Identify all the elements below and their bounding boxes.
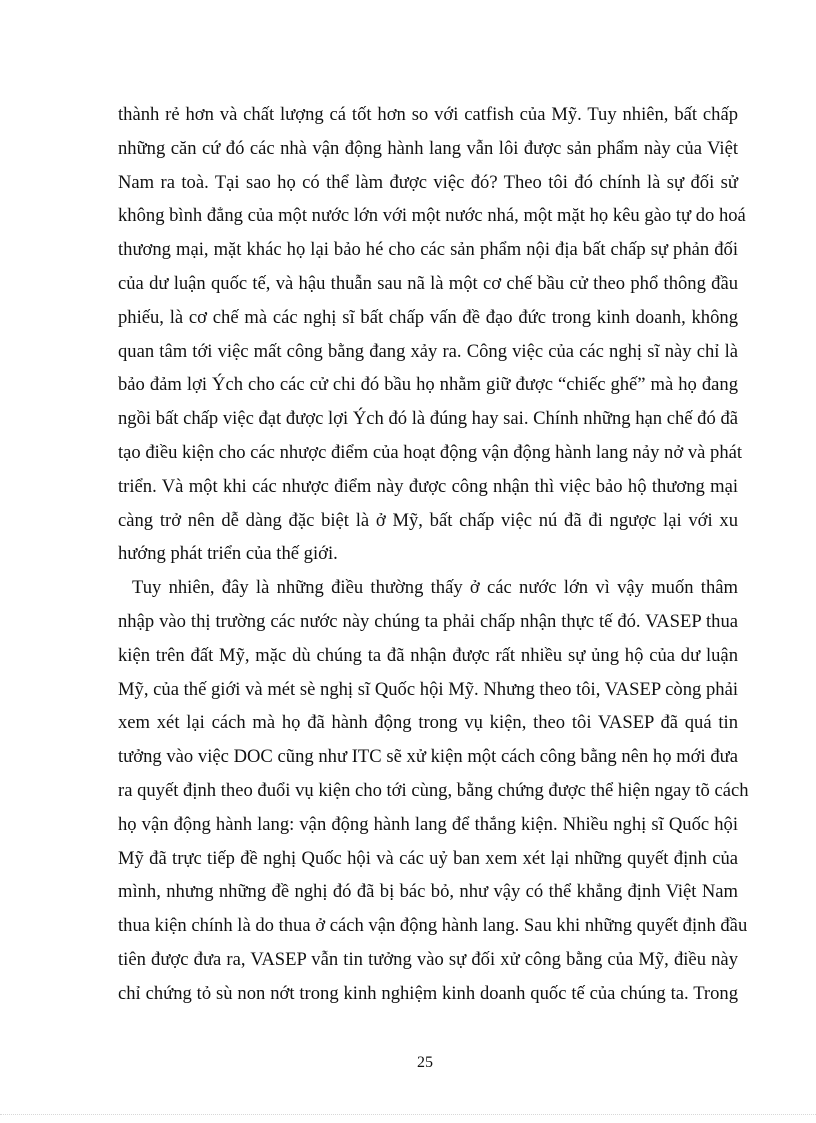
paragraph-first-line: thành rẻ hơn và chất lượng cá tốt hơn so với catfish của Mỹ. Tuy nhiên, bất chấp (118, 104, 738, 125)
page-number: 25 (417, 1054, 433, 1071)
paragraph-line: ra quyết định theo đuổi vụ kiện cho tới cùng, bằng chứng được thể hiện ngay tõ cách (118, 780, 749, 801)
paragraph-line: tưởng vào việc DOC cũng như ITC sẽ xử kiện một cách công bằng nên họ mới đưa (118, 746, 738, 768)
paragraph-line: của dư luận quốc tế, và hậu thuẫn sau nã là một cơ chế bầu cử theo phổ thông đầu (118, 273, 738, 294)
paragraph-line: càng trở nên dễ dàng đặc biệt là ở Mỹ, bất chấp việc nú đã đi ngược lại với xu (118, 509, 738, 531)
paragraph-line: Nam ra toà. Tại sao họ có thể làm được việc đó? Theo tôi đó chính là sự đối sử (118, 171, 738, 193)
paragraph-line: bảo đảm lợi Ých cho các cử chi đó bầu họ nhằm giữ được “chiếc ghế” mà họ đang (118, 374, 738, 396)
paragraph-line: Mỹ, của thế giới và mét sè nghị sĩ Quốc hội Mỹ. Nhưng theo tôi, VASEP còng phải (118, 678, 738, 700)
paragraph-line: tạo điều kiện cho các nhược điểm của hoạt động vận động hành lang nảy nở và phát (118, 442, 743, 463)
paragraph-line: xem xét lại cách mà họ đã hành động trong vụ kiện, theo tôi VASEP đã quá tin (118, 712, 738, 734)
paragraph-line: triển. Và một khi các nhược điểm này được công nhận thì việc bảo hộ thương mại (118, 475, 738, 497)
paragraph-line: thương mại, mặt khác họ lại bảo hé cho các sản phẩm nội địa bất chấp sự phản đối (118, 239, 738, 261)
paragraph-line: ngồi bất chấp việc đạt được lợi Ých đó là đúng hay sai. Chính những hạn chế đó đã (118, 408, 738, 430)
page-bottom-divider (0, 1114, 816, 1115)
paragraph-line: hướng phát triển của thế giới. (118, 543, 338, 565)
paragraph-line: kiện trên đất Mỹ, mặc dù chúng ta đã nhận được rất nhiều sự ủng hộ của dư luận (118, 644, 738, 666)
paragraph-line: quan tâm tới việc mất công bằng đang xảy ra. Công việc của các nghị sĩ này chỉ là (118, 340, 738, 362)
paragraph-line: thua kiện chính là do thua ở cách vận động hành lang. Sau khi những quyết định đầu (118, 915, 748, 937)
paragraph-line: mình, nhưng những đề nghị đó đã bị bác bỏ, như vậy có thể khẳng định Việt Nam (118, 881, 738, 903)
paragraph-line: những căn cứ đó các nhà vận động hành lang vẫn lôi được sản phẩm này của Việt (118, 137, 738, 159)
paragraph-line: phiếu, là cơ chế mà các nghị sĩ bất chấp vấn đề đạo đức trong kinh doanh, không (118, 306, 738, 328)
paragraph-line: chỉ chứng tỏ sù non nớt trong kinh nghiệm kinh doanh quốc tế của chúng ta. Trong (118, 982, 738, 1004)
paragraph-line: Mỹ đã trực tiếp đề nghị Quốc hội và các uỷ ban xem xét lại những quyết định của (118, 847, 738, 869)
paragraph-first-line: Tuy nhiên, đây là những điều thường thấy ở các nước lớn vì vậy muốn thâm (132, 577, 738, 599)
paragraph-line: họ vận động hành lang: vận động hành lang để thắng kiện. Nhiều nghị sĩ Quốc hội (118, 813, 738, 835)
paragraph-line: nhập vào thị trường các nước này chúng ta phải chấp nhận thực tế đó. VASEP thua (118, 611, 738, 632)
paragraph-line: không bình đẳng của một nước lớn với một nước nhá, một mặt họ kêu gào tự do hoá (118, 205, 746, 227)
paragraph-line: tiên được đưa ra, VASEP vẫn tin tưởng vào sự đối xử công bằng của Mỹ, điều này (118, 949, 738, 970)
